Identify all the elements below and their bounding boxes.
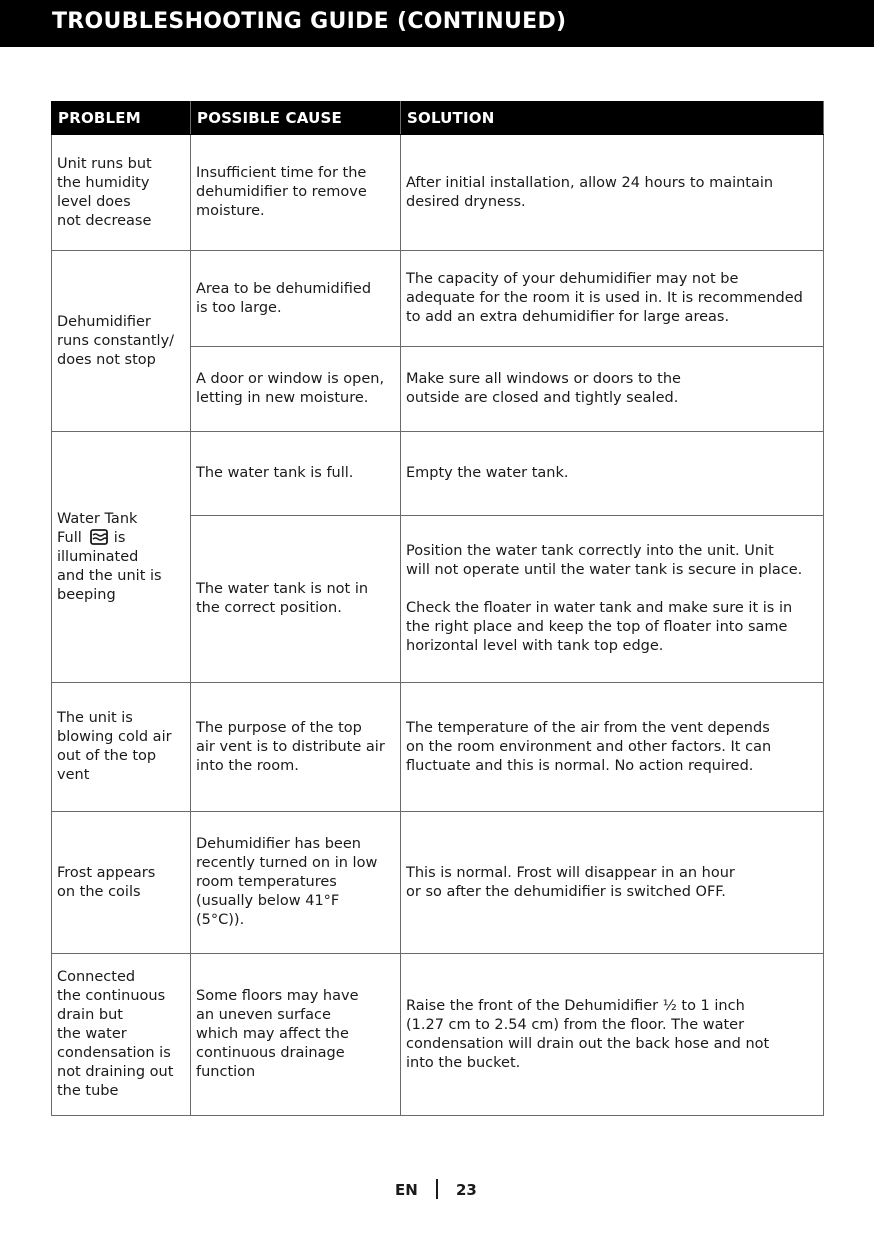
cause-cell: Some floors may have an uneven surface which may affect the continuous drainage function [191, 954, 401, 1116]
problem-line: Water Tank [57, 510, 138, 527]
cause-cell: A door or window is open, letting in new moisture. [191, 347, 401, 432]
header-bar [0, 0, 874, 47]
page-title: TROUBLESHOOTING GUIDE (CONTINUED) [52, 9, 567, 34]
footer-page-number: 23 [456, 1181, 477, 1199]
cause-cell: The purpose of the top air vent is to distribute air into the room. [191, 683, 401, 812]
table-row [52, 251, 824, 347]
problem-cell: Dehumidifier runs constantly/ does not stop [52, 251, 191, 432]
solution-cell: The temperature of the air from the vent depends on the room environment and other factors. It can fluctuate and this is normal. No action required. [401, 683, 824, 812]
column-header-cause: POSSIBLE CAUSE [191, 102, 401, 135]
cause-cell: The water tank is full. [191, 432, 401, 516]
solution-cell: This is normal. Frost will disappear in an hour or so after the dehumidifier is switched OFF. [401, 812, 824, 954]
solution-cell: After initial installation, allow 24 hours to maintain desired dryness. [401, 135, 824, 251]
cause-cell: Insufficient time for the dehumidifier to remove moisture. [191, 135, 401, 251]
footer-divider [436, 1179, 438, 1199]
table-row [52, 432, 824, 516]
page-footer [0, 1179, 874, 1201]
problem-cell [52, 432, 191, 683]
footer-language: EN [395, 1181, 418, 1199]
solution-paragraph: Position the water tank correctly into the unit. Unit will not operate until the water tank is secure in place. [406, 543, 803, 578]
problem-cell: The unit is blowing cold air out of the top vent [52, 683, 191, 812]
solution-cell: Make sure all windows or doors to the outside are closed and tightly sealed. [401, 347, 824, 432]
column-header-problem: PROBLEM [52, 102, 191, 135]
table-row [52, 812, 824, 954]
problem-cell: Connected the continuous drain but the water condensation is not draining out the tube [52, 954, 191, 1116]
solution-cell: Raise the front of the Dehumidifier ½ to 1 inch (1.27 cm to 2.54 cm) from the floor. The water condensation will drain out the back hose and not into the bucket. [401, 954, 824, 1116]
table-header-row [52, 102, 824, 135]
solution-cell: Empty the water tank. [401, 432, 824, 516]
cause-cell: Area to be dehumidified is too large. [191, 251, 401, 347]
cause-cell: Dehumidifier has been recently turned on in low room temperatures (usually below 41°F (5°C)). [191, 812, 401, 954]
table-row [52, 135, 824, 251]
troubleshooting-table [51, 101, 824, 1116]
table-row [52, 683, 824, 812]
problem-rest: illuminated and the unit is beeping [57, 548, 162, 603]
table-row [52, 954, 824, 1116]
problem-cell: Unit runs but the humidity level does not decrease [52, 135, 191, 251]
problem-full-label: Full [57, 529, 82, 546]
column-header-solution: SOLUTION [401, 102, 824, 135]
cause-cell: The water tank is not in the correct position. [191, 516, 401, 683]
problem-cell: Frost appears on the coils [52, 812, 191, 954]
solution-paragraph: Check the floater in water tank and make sure it is in the right place and keep the top of floater into same horizontal level with tank top edge. [406, 600, 793, 654]
solution-cell [401, 516, 824, 683]
water-tank-full-icon [90, 529, 108, 545]
solution-cell: The capacity of your dehumidifier may not be adequate for the room it is used in. It is recommended to add an extra dehumidifier for large areas. [401, 251, 824, 347]
problem-is-label: is [113, 529, 126, 546]
